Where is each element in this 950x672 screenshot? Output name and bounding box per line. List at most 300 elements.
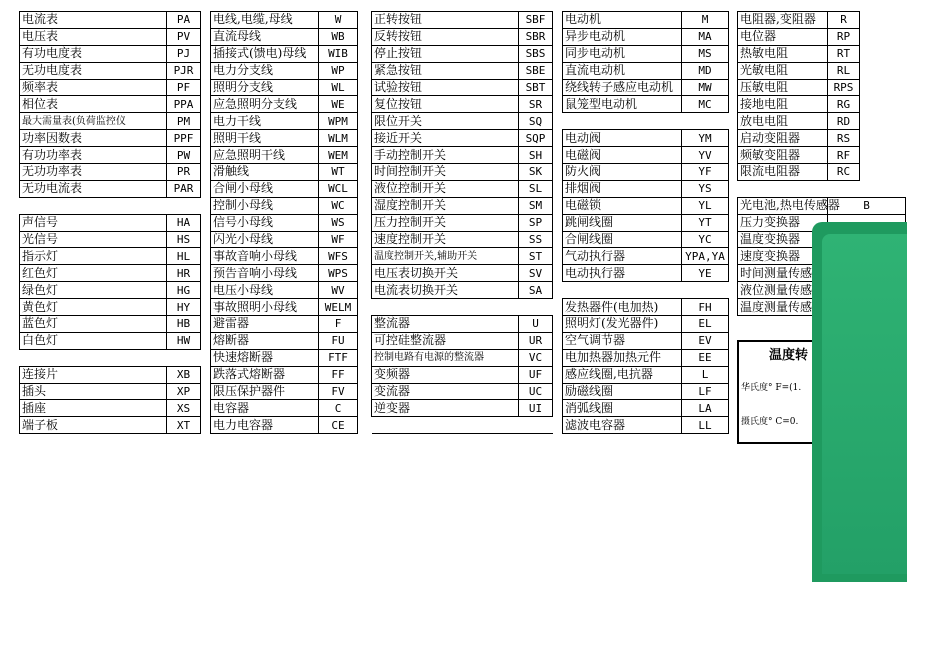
- item-code: SA: [519, 282, 553, 299]
- table-row: [20, 349, 201, 366]
- item-code: RS: [828, 130, 860, 147]
- item-code: [519, 299, 553, 316]
- item-name: 控制小母线: [211, 197, 319, 214]
- item-name: 绿色灯: [20, 282, 167, 299]
- table-row: [20, 366, 201, 383]
- item-code: W: [319, 12, 358, 29]
- table-row: [211, 332, 358, 349]
- table-row: [372, 282, 553, 299]
- item-code: YC: [682, 231, 729, 248]
- item-name: 电容器: [211, 400, 319, 417]
- table-row: [563, 12, 729, 29]
- item-code: YS: [682, 180, 729, 197]
- table-row: [372, 113, 553, 130]
- item-code: FH: [682, 299, 729, 316]
- item-name: 照明灯(发光器件): [563, 316, 682, 333]
- item-code: VC: [519, 349, 553, 366]
- item-name: 连接片: [20, 366, 167, 383]
- item-name: 熔断器: [211, 332, 319, 349]
- item-name: [20, 197, 167, 214]
- item-name: 电力干线: [211, 113, 319, 130]
- item-code: WB: [319, 28, 358, 45]
- item-code: SH: [519, 147, 553, 164]
- item-code: UC: [519, 383, 553, 400]
- item-code: RP: [828, 28, 860, 45]
- item-name: 应急照明分支线: [211, 96, 319, 113]
- item-code: MW: [682, 79, 729, 96]
- item-code: YT: [682, 214, 729, 231]
- table-row: [738, 113, 906, 130]
- item-name: 时间控制开关: [372, 164, 519, 181]
- table-row: [20, 130, 201, 147]
- item-name: 复位按钮: [372, 96, 519, 113]
- item-code: M: [682, 12, 729, 29]
- item-name: 温度变换器: [738, 231, 828, 248]
- table-row: [563, 113, 729, 130]
- item-code: HS: [167, 231, 201, 248]
- table-row: [372, 248, 553, 265]
- item-name: 限压保护器件: [211, 383, 319, 400]
- table-row: [563, 332, 729, 349]
- item-name: [563, 113, 682, 130]
- item-name: 滤波电容器: [563, 417, 682, 434]
- item-name: 速度控制开关: [372, 231, 519, 248]
- item-code: [682, 282, 729, 299]
- item-code: WL: [319, 79, 358, 96]
- table-col1: [19, 11, 201, 434]
- item-name: 接地电阻: [738, 96, 828, 113]
- table-row: [211, 180, 358, 197]
- table-row: [563, 147, 729, 164]
- item-code: WF: [319, 231, 358, 248]
- table-row: [563, 180, 729, 197]
- table-row: [372, 299, 553, 316]
- item-code: SBE: [519, 62, 553, 79]
- table-row: [372, 12, 553, 29]
- item-name: 应急照明干线: [211, 147, 319, 164]
- spacer-cell: [860, 62, 906, 79]
- item-code: RPS: [828, 79, 860, 96]
- table-row: [563, 248, 729, 265]
- item-code: [167, 197, 201, 214]
- table-row: [563, 349, 729, 366]
- item-name: 跌落式熔断器: [211, 366, 319, 383]
- item-code: WV: [319, 282, 358, 299]
- item-code: XP: [167, 383, 201, 400]
- item-name: 异步电动机: [563, 28, 682, 45]
- table-row: [563, 383, 729, 400]
- item-name: 直流电动机: [563, 62, 682, 79]
- item-code: PPA: [167, 96, 201, 113]
- table-row: [20, 383, 201, 400]
- item-code: [682, 113, 729, 130]
- table-row: [738, 147, 906, 164]
- table-row: [563, 265, 729, 282]
- item-code: HR: [167, 265, 201, 282]
- item-code: WT: [319, 164, 358, 181]
- item-code: SBR: [519, 28, 553, 45]
- table-row: [211, 130, 358, 147]
- item-code: SBS: [519, 45, 553, 62]
- item-code: UR: [519, 332, 553, 349]
- table-row: [211, 383, 358, 400]
- item-name: 黄色灯: [20, 299, 167, 316]
- item-name: 空气调节器: [563, 332, 682, 349]
- item-code: CE: [319, 417, 358, 434]
- spacer-cell: [860, 130, 906, 147]
- item-code: YE: [682, 265, 729, 282]
- table-row: [211, 62, 358, 79]
- item-name: 快速熔断器: [211, 349, 319, 366]
- item-code: RC: [828, 164, 860, 181]
- table-row: [738, 79, 906, 96]
- table-row: [372, 45, 553, 62]
- table-row: [20, 197, 201, 214]
- item-name: 手动控制开关: [372, 147, 519, 164]
- item-name: 启动变阻器: [738, 130, 828, 147]
- item-code: WP: [319, 62, 358, 79]
- item-code: SQ: [519, 113, 553, 130]
- item-name: 紧急按钮: [372, 62, 519, 79]
- item-name: 电动阀: [563, 130, 682, 147]
- table-row: [372, 383, 553, 400]
- item-name: 控制电路有电源的整流器: [372, 349, 519, 366]
- table-row: [372, 96, 553, 113]
- ad-overlay-panel[interactable]: [812, 222, 907, 582]
- table-row: [211, 79, 358, 96]
- item-name: 照明干线: [211, 130, 319, 147]
- table-row: [372, 332, 553, 349]
- item-code: YPA,YA: [682, 248, 729, 265]
- table-row: [372, 400, 553, 417]
- item-code: YV: [682, 147, 729, 164]
- table-row: [738, 12, 906, 29]
- table-row: [211, 366, 358, 383]
- table-row: [563, 62, 729, 79]
- table-row: [372, 231, 553, 248]
- item-name: 鼠笼型电动机: [563, 96, 682, 113]
- item-name: 电力分支线: [211, 62, 319, 79]
- item-code: WS: [319, 214, 358, 231]
- item-name: 压力控制开关: [372, 214, 519, 231]
- table-row: [20, 400, 201, 417]
- table-row: [563, 299, 729, 316]
- table-row: [211, 299, 358, 316]
- item-code: WIB: [319, 45, 358, 62]
- item-code: SBF: [519, 12, 553, 29]
- item-name: 压敏电阻: [738, 79, 828, 96]
- item-code: PAR: [167, 180, 201, 197]
- item-name: 限位开关: [372, 113, 519, 130]
- table-row: [20, 332, 201, 349]
- item-name: 发热器件(电加热): [563, 299, 682, 316]
- item-name: 电压小母线: [211, 282, 319, 299]
- item-name: 预告音响小母线: [211, 265, 319, 282]
- table-row: [211, 147, 358, 164]
- item-name: 无功电流表: [20, 180, 167, 197]
- item-name: 变流器: [372, 383, 519, 400]
- item-code: FTF: [319, 349, 358, 366]
- table-row: [20, 147, 201, 164]
- table-row: [372, 265, 553, 282]
- table-row: [20, 62, 201, 79]
- item-name: 插头: [20, 383, 167, 400]
- item-name: 停止按钮: [372, 45, 519, 62]
- item-name: 功率因数表: [20, 130, 167, 147]
- item-code: WCL: [319, 180, 358, 197]
- item-code: RD: [828, 113, 860, 130]
- item-name: 事故音响小母线: [211, 248, 319, 265]
- item-code: PJ: [167, 45, 201, 62]
- table-row: [211, 248, 358, 265]
- item-code: HB: [167, 316, 201, 333]
- item-name: 热敏电阻: [738, 45, 828, 62]
- item-code: RF: [828, 147, 860, 164]
- item-code: YL: [682, 197, 729, 214]
- item-name: 事故照明小母线: [211, 299, 319, 316]
- item-name: 端子板: [20, 417, 167, 434]
- table-row: [372, 197, 553, 214]
- item-name: 最大需量表(负荷监控仪: [20, 113, 167, 130]
- item-code: FU: [319, 332, 358, 349]
- table-row: [211, 96, 358, 113]
- table-row: [20, 214, 201, 231]
- table-row: [563, 130, 729, 147]
- item-name: 励磁线圈: [563, 383, 682, 400]
- item-name: 合闸线圈: [563, 231, 682, 248]
- item-name: 变频器: [372, 366, 519, 383]
- item-name: [372, 417, 519, 434]
- item-code: F: [319, 316, 358, 333]
- item-name: 电线,电缆,母线: [211, 12, 319, 29]
- item-code: [519, 417, 553, 434]
- item-name: 温度控制开关,辅助开关: [372, 248, 519, 265]
- table-row: [738, 180, 906, 197]
- item-name: 频率表: [20, 79, 167, 96]
- item-name: 电磁阀: [563, 147, 682, 164]
- item-name: 有功功率表: [20, 147, 167, 164]
- ad-overlay-inner: [822, 234, 907, 574]
- item-name: 插座: [20, 400, 167, 417]
- table-row: [563, 400, 729, 417]
- item-code: LF: [682, 383, 729, 400]
- item-code: SBT: [519, 79, 553, 96]
- item-name: 试验按钮: [372, 79, 519, 96]
- item-name: 闪光小母线: [211, 231, 319, 248]
- table-row: [20, 248, 201, 265]
- item-code: FV: [319, 383, 358, 400]
- item-name: [20, 349, 167, 366]
- table-col4: [562, 11, 729, 434]
- table-row: [372, 130, 553, 147]
- table-row: [738, 96, 906, 113]
- item-name: 速度变换器: [738, 248, 828, 265]
- item-name: 无功功率表: [20, 164, 167, 181]
- table-row: [20, 316, 201, 333]
- item-name: [738, 180, 828, 197]
- item-name: 液位测量传感: [738, 282, 828, 299]
- item-code: XB: [167, 366, 201, 383]
- item-name: 放电电阻: [738, 113, 828, 130]
- item-code: FF: [319, 366, 358, 383]
- item-code: SL: [519, 180, 553, 197]
- item-name: 气动执行器: [563, 248, 682, 265]
- item-name: 电力电容器: [211, 417, 319, 434]
- table-row: [738, 62, 906, 79]
- item-code: LA: [682, 400, 729, 417]
- table-row: [563, 231, 729, 248]
- item-code: WFS: [319, 248, 358, 265]
- table-row: [20, 231, 201, 248]
- spacer-cell: [860, 45, 906, 62]
- item-code: WPS: [319, 265, 358, 282]
- item-name: 指示灯: [20, 248, 167, 265]
- item-code: WPM: [319, 113, 358, 130]
- item-code: XS: [167, 400, 201, 417]
- table-row: [372, 180, 553, 197]
- table-row: [20, 180, 201, 197]
- spacer-cell: [860, 113, 906, 130]
- table-row: [563, 96, 729, 113]
- item-code: ST: [519, 248, 553, 265]
- item-code: PJR: [167, 62, 201, 79]
- table-row: [738, 130, 906, 147]
- spacer-cell: [860, 12, 906, 29]
- item-name: 时间测量传感: [738, 265, 828, 282]
- celsius-formula: 摄氏度° C=0.: [741, 417, 799, 427]
- item-code: HG: [167, 282, 201, 299]
- table-row: [211, 113, 358, 130]
- table-row: [563, 214, 729, 231]
- table-row: [563, 79, 729, 96]
- item-name: [372, 299, 519, 316]
- item-name: [563, 282, 682, 299]
- item-name: 电流表切换开关: [372, 282, 519, 299]
- spacer-cell: [860, 79, 906, 96]
- item-code: RL: [828, 62, 860, 79]
- item-code: PR: [167, 164, 201, 181]
- table-row: [563, 45, 729, 62]
- fahrenheit-formula: 华氏度° F=(1.: [741, 383, 802, 393]
- item-code: MA: [682, 28, 729, 45]
- item-code: SM: [519, 197, 553, 214]
- table-row: [372, 79, 553, 96]
- item-code: U: [519, 316, 553, 333]
- item-name: 蓝色灯: [20, 316, 167, 333]
- table-row: [20, 45, 201, 62]
- item-code: UF: [519, 366, 553, 383]
- table-col3: [371, 11, 553, 434]
- item-code: SS: [519, 231, 553, 248]
- table-row: [563, 197, 729, 214]
- item-name: 直流母线: [211, 28, 319, 45]
- table-row: [372, 164, 553, 181]
- item-code: XT: [167, 417, 201, 434]
- item-code: PM: [167, 113, 201, 130]
- item-name: 温度测量传感: [738, 299, 828, 316]
- item-code: PW: [167, 147, 201, 164]
- item-code: [828, 180, 860, 197]
- item-name: 有功电度表: [20, 45, 167, 62]
- item-code: HW: [167, 332, 201, 349]
- table-row: [563, 366, 729, 383]
- item-code: MC: [682, 96, 729, 113]
- item-code: SK: [519, 164, 553, 181]
- table-row: [211, 265, 358, 282]
- table-row: [20, 282, 201, 299]
- item-code: EE: [682, 349, 729, 366]
- item-name: 声信号: [20, 214, 167, 231]
- item-code: HY: [167, 299, 201, 316]
- table-row: [372, 147, 553, 164]
- table-row: [563, 417, 729, 434]
- item-name: 逆变器: [372, 400, 519, 417]
- item-name: 感应线圈,电抗器: [563, 366, 682, 383]
- table-row: [738, 28, 906, 45]
- item-name: 压力变换器: [738, 214, 828, 231]
- item-code: WELM: [319, 299, 358, 316]
- table-row: [20, 299, 201, 316]
- item-name: 排烟阀: [563, 180, 682, 197]
- item-code: [167, 349, 201, 366]
- item-code: PV: [167, 28, 201, 45]
- item-code: RT: [828, 45, 860, 62]
- item-code: YM: [682, 130, 729, 147]
- item-name: 避雷器: [211, 316, 319, 333]
- item-code: C: [319, 400, 358, 417]
- item-name: 红色灯: [20, 265, 167, 282]
- item-code: YF: [682, 164, 729, 181]
- table-row: [20, 417, 201, 434]
- item-code: WLM: [319, 130, 358, 147]
- item-name: 电磁锁: [563, 197, 682, 214]
- table-row: [211, 45, 358, 62]
- table-row: [563, 28, 729, 45]
- table-row: [20, 12, 201, 29]
- item-name: 电加热器加热元件: [563, 349, 682, 366]
- temperature-conversion-box: [737, 340, 817, 444]
- table-row: [372, 28, 553, 45]
- spacer-cell: [860, 164, 906, 181]
- item-code: EL: [682, 316, 729, 333]
- item-name: 相位表: [20, 96, 167, 113]
- item-code: WC: [319, 197, 358, 214]
- item-name: 绕线转子感应电动机: [563, 79, 682, 96]
- item-name: 插接式(馈电)母线: [211, 45, 319, 62]
- table-row: [738, 45, 906, 62]
- item-name: 跳闸线圈: [563, 214, 682, 231]
- item-name: 无功电度表: [20, 62, 167, 79]
- item-code: HL: [167, 248, 201, 265]
- table-row: [372, 349, 553, 366]
- table-row: [20, 265, 201, 282]
- item-name: 白色灯: [20, 332, 167, 349]
- table-row: [372, 62, 553, 79]
- item-name: 电流表: [20, 12, 167, 29]
- item-name: 信号小母线: [211, 214, 319, 231]
- table-row: [211, 28, 358, 45]
- item-code: SV: [519, 265, 553, 282]
- table-row: [20, 164, 201, 181]
- table-row: [20, 113, 201, 130]
- table-row: [563, 282, 729, 299]
- item-name: 滑触线: [211, 164, 319, 181]
- table-row: [563, 316, 729, 333]
- item-name: 同步电动机: [563, 45, 682, 62]
- table-row: [211, 12, 358, 29]
- item-name: 可控硅整流器: [372, 332, 519, 349]
- table-row: [211, 316, 358, 333]
